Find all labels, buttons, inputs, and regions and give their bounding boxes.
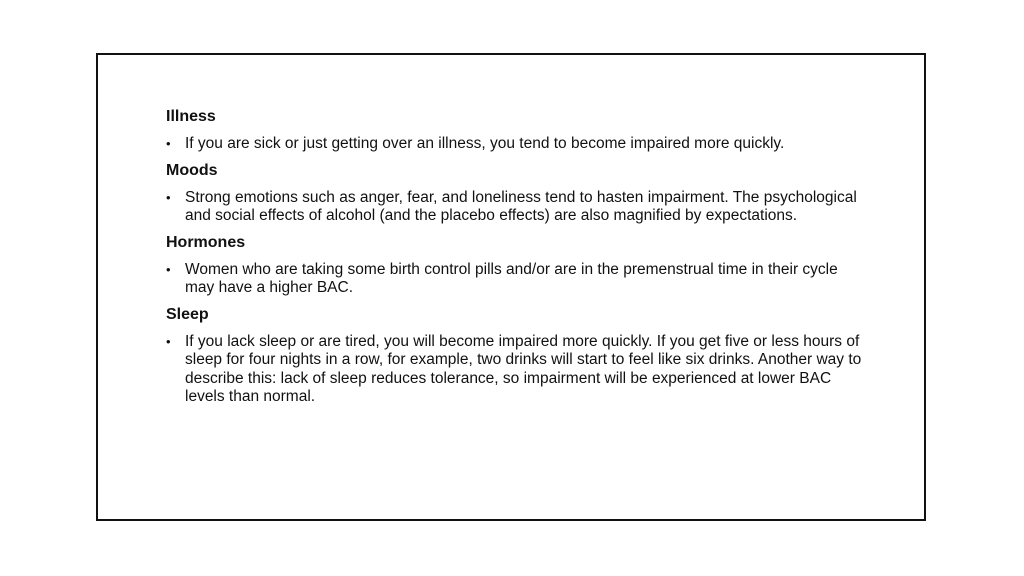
section-illness bbox=[166, 107, 866, 154]
bullet-list bbox=[166, 261, 866, 298]
bullet-marker: • bbox=[166, 261, 171, 277]
bullet-marker: • bbox=[166, 189, 171, 205]
bullet-item bbox=[166, 189, 866, 226]
bullet-text: If you are sick or just getting over an illness, you tend to become impaired more quickly. bbox=[185, 135, 785, 152]
bullet-item bbox=[166, 333, 866, 407]
bullet-marker: • bbox=[166, 136, 171, 151]
bullet-text: Women who are taking some birth control pills and/or are in the premenstrual time in their cycle may have a higher BAC. bbox=[185, 260, 838, 296]
section-hormones bbox=[166, 233, 866, 298]
section-sleep bbox=[166, 305, 866, 407]
section-heading: Illness bbox=[166, 108, 216, 125]
bullet-item bbox=[166, 261, 866, 298]
bullet-text: If you lack sleep or are tired, you will become impaired more quickly. If you get five or less hours of sleep for four nights in a row, for example, two drinks will start to feel like six drinks. Another way to describe this: lack of sleep reduces tolerance, so impairment will be experienced at lower BAC levels than normal. bbox=[185, 332, 862, 405]
bullet-text: Strong emotions such as anger, fear, and loneliness tend to hasten impairment. The psychological and social effects of alcohol (and the placebo effects) are also magnified by expectations. bbox=[185, 188, 857, 224]
bullet-item bbox=[166, 135, 866, 154]
bullet-list bbox=[166, 135, 866, 154]
bullet-marker: • bbox=[166, 333, 171, 349]
section-moods bbox=[166, 161, 866, 226]
section-heading: Sleep bbox=[166, 305, 209, 323]
bullet-list bbox=[166, 333, 866, 407]
slide-content bbox=[166, 107, 866, 414]
section-heading: Hormones bbox=[166, 233, 246, 251]
slide-frame bbox=[96, 53, 926, 521]
section-heading: Moods bbox=[166, 161, 218, 179]
bullet-list bbox=[166, 189, 866, 226]
